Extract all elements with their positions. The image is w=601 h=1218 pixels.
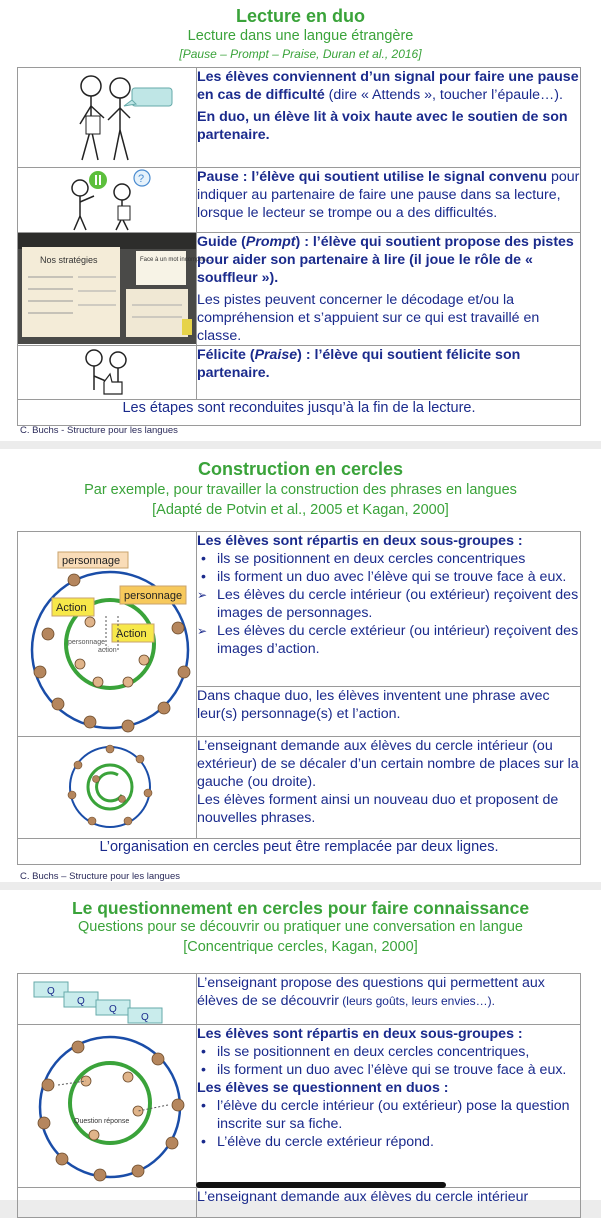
circles-personnage-action-cell [18,532,197,737]
label-personnage-top: personnage [62,555,121,567]
student-faces-question-inner [81,1072,143,1140]
row-prompt-bold-a: Guide ( [197,234,246,250]
circles-rotation-diagram [18,737,196,838]
section3-title: Le questionnement en cercles pour faire connaissance [71,898,530,918]
card-questionnement-en-cercles [0,890,601,1205]
row-prompt-bold-italic: Prompt [245,234,296,250]
row-questionnement-head: Les élèves sont répartis en deux sous-groupes : [197,1026,523,1042]
pause-illustration-cell [18,168,197,233]
row-duo-bold: En duo, un élève lit à voix haute avec le soutien de son partenaire. [197,109,568,143]
row-prompt-text [197,233,581,346]
praise-thumbs-up-illustration [18,346,196,399]
repartition-bullets [197,550,580,586]
row-repartition-head: Les élèves sont répartis en deux sous-groupes : [197,533,523,549]
questionnement-bullet: • l’élève du cercle intérieur (ou extérieur) pose la question inscrite sur sa fiche. [197,1097,580,1133]
circles-rotation-cell [18,737,197,839]
label-personnage-right: personnage [124,590,183,602]
section1-subtitle: Lecture dans une langue étrangère [187,28,414,44]
row-signal-text [197,68,581,168]
row-signal-normal: (dire « Attends », toucher l’épaule…). [324,87,563,103]
section2-credit: C. Buchs – Structure pour les langues [20,871,181,882]
duo-talking-illustration-cell [18,68,197,168]
row-questionnement-head2: Les élèves se questionnent en duos : [197,1080,449,1096]
section1-credit: C. Buchs - Structure pour les langues [20,425,178,436]
repartition-bullet: • ils forment un duo avec l’élève qui se trouve face à eux. [197,568,580,586]
praise-illustration-cell [18,346,197,400]
cut-off-image-cell [18,1188,197,1218]
repartition-bullet: • ils se positionnent en deux cercles concentriques [197,550,580,568]
circles-personnage-action-diagram [18,532,196,736]
questionnement-bullets [197,1043,580,1079]
label-small-action: action [98,647,117,654]
row-repartition-text [197,532,581,687]
repartition-arrow-items [197,586,580,658]
row-praise-bold-a: Félicite ( [197,347,255,363]
row-praise-bold-b: ) : l’élève qui soutient félicite son partenaire. [197,347,521,381]
section2-footer-row: L’organisation en cercles peut être remplacée par deux lignes. [18,839,581,865]
question-card-label: Q [77,996,85,1007]
section2-citation: [Adapté de Potvin et al., 2005 et Kagan, 2000] [152,502,449,518]
row-questions-text [197,974,581,1025]
circles-question-diagram [18,1025,196,1187]
card-lecture-en-duo [0,0,601,441]
row-questions-normal: L’enseignant propose des questions qui permettent aux élèves de se découvrir [197,975,545,1009]
row-rotation-text [197,737,581,839]
classroom-poster-photo [18,233,212,344]
row-praise-text [197,346,581,400]
repartition-arrow-item: ➢ Les élèves du cercle extérieur (ou intérieur) reçoivent des images d’action. [197,622,580,658]
photo-label-strategies: Nos stratégies [40,255,98,265]
row-pause-bold: Pause : l’élève qui soutient utilise le signal convenu [197,169,548,185]
redaction-underline-mark [196,1182,446,1188]
section1-footer-row: Les étapes sont reconduites jusqu’à la fin de la lecture. [18,400,581,426]
question-card-label: Q [47,986,55,997]
section2-subtitle: Par exemple, pour travailler la construction des phrases en langues [84,482,517,498]
row-pause-text [197,168,581,233]
photo-label-mot: Face à un mot incompris… [140,257,212,263]
section2-table [17,531,581,865]
circles-question-cell [18,1025,197,1188]
question-cards-cell [18,974,197,1025]
question-card-label: Q [141,1012,149,1023]
row-prompt-bold-b: ) : l’élève qui soutient propose des pistes pour aider son partenaire à lire (il joue le rôle de « souffleur »). [197,234,574,286]
row-signal-bold: Les élèves conviennent d’un signal pour faire une pause en cas de difficulté [197,69,579,103]
section1-table [17,67,581,426]
section1-citation [0,47,601,61]
svg-text:?: ? [138,173,145,185]
card-construction-en-cercles [0,449,601,882]
row-invent-sentence-text: Dans chaque duo, les élèves inventent une phrase avec leur(s) personnage(s) et l’action. [197,686,581,736]
row-pause-normal: pour indiquer au partenaire de faire une pause dans sa lecture, lorsque le lecteur se trompe ou a des difficultés. [197,169,580,221]
questionnement-bullet: • ils se positionnent en deux cercles concentriques, [197,1043,580,1061]
label-action-right: Action [116,628,147,640]
row-questionnement-text [197,1025,581,1188]
section2-title: Construction en cercles [197,459,404,479]
row-rotation-a: L’enseignant demande aux élèves du cercle intérieur (ou extérieur) de se décaler d’un certain nombre de places sur la gauche (ou droite). [197,738,579,790]
label-small-personnage: personnage [68,639,105,646]
duo-talking-illustration [18,68,196,167]
questionnement-bullet: • ils forment un duo avec l’élève qui se trouve face à eux. [197,1061,580,1079]
question-cards-illustration [18,974,196,1024]
questionnement-bullets-2 [197,1097,580,1151]
row-prompt-normal: Les pistes peuvent concerner le décodage et/ou la compréhension et s’appuient sur ce qui est travaillé en classe. [197,292,540,344]
section1-title: Lecture en duo [235,6,365,26]
section1-citation-text: [Pause – Prompt – Praise, Duran et al., 2016] [179,47,422,61]
row-praise-bold-italic: Praise [254,347,298,363]
row-rotation-b: Les élèves forment ainsi un nouveau duo et proposent de nouvelles phrases. [197,792,559,826]
row-cut-off-text: L’enseignant demande aux élèves du cercle intérieur [197,1188,581,1218]
section3-subtitle: Questions pour se découvrir ou pratiquer une conversation en langue [78,919,523,935]
label-question-reponse: Question réponse [74,1118,130,1125]
prompt-photo-cell [18,233,212,346]
question-card-label: Q [109,1004,117,1015]
row-questions-small: (leurs goûts, leurs envies…). [338,994,496,1008]
pause-illustration [18,168,196,232]
questionnement-bullet: • L’élève du cercle extérieur répond. [197,1133,580,1151]
label-action-left: Action [56,602,87,614]
repartition-arrow-item: ➢ Les élèves du cercle intérieur (ou extérieur) reçoivent des images de personnages. [197,586,580,622]
section3-citation: [Concentrique cercles, Kagan, 2000] [183,939,418,955]
